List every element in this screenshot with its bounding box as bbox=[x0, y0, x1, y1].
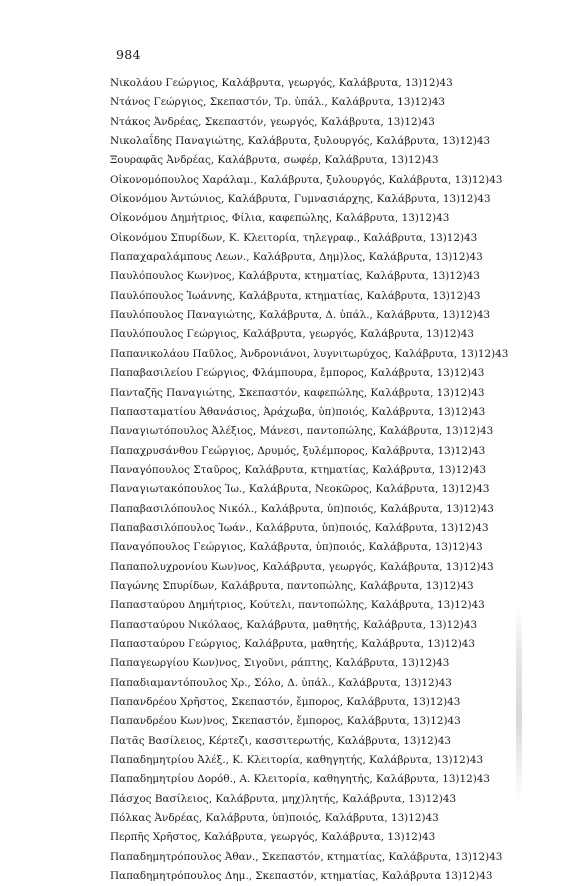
list-item: Παπαβασιλόπουλος Ἰωάν., Καλάβρυτα, ὑπ)ποιός, Καλάβρυτα, 13)12)43 bbox=[110, 521, 489, 534]
list-item: Παναγόπουλος Γεώργιος, Καλάβρυτα, ὑπ)ποιός, Καλάβρυτα, 13)12)43 bbox=[110, 541, 483, 554]
list-item: Παναγιωτόπουλος Ἀλέξιος, Μάνεσι, παντοπώλης, Καλάβρυτα, 13)12)43 bbox=[110, 425, 494, 438]
list-item: Παπασταύρου Νικόλαος, Καλάβρυτα, μαθητής, Καλάβρυτα, 13)12)43 bbox=[110, 618, 478, 631]
list-item: Παπαβασιλόπουλος Νικόλ., Καλάβρυτα, ὑπ)ποιός, Καλάβρυτα, 13)12)43 bbox=[110, 502, 494, 515]
list-item: Παπανικολάου Παῦλος, Ἀνδρονιάνοι, λυγνιτωρύχος, Καλάβρυτα, 13)12)43 bbox=[110, 347, 509, 360]
entry-list bbox=[110, 74, 516, 886]
list-item: Παπαδημητρίου Ἀλέξ., Κ. Κλειτορία, καθηγητής, Καλάβρυτα, 13)12)43 bbox=[110, 754, 484, 767]
list-item: Ντάνος Γεώργιος, Σκεπαστόν, Τρ. ὑπάλ., Καλάβρυτα, 13)12)43 bbox=[110, 96, 446, 109]
list-item: Οἰκονόμου Ἀντώνιος, Καλάβρυτα, Γυμνασιάρχης, Καλάβρυτα, 13)12)43 bbox=[110, 193, 491, 206]
list-item: Ντάκος Ἀνδρέας, Σκεπαστόν, γεωργός, Καλάβρυτα, 13)12)43 bbox=[110, 115, 435, 128]
list-item: Οἰκονόμου Δημήτριος, Φίλια, καφεπώλης, Καλάβρυτα, 13)12)43 bbox=[110, 212, 450, 225]
list-item: Παπαχαραλάμπους Λεων., Καλάβρυτα, Δημ)λος, Καλάβρυτα, 13)12)43 bbox=[110, 251, 483, 264]
list-item: Παυλόπουλος Ἰωάννης, Καλάβρυτα, κτηματίας, Καλάβρυτα, 13)12)43 bbox=[110, 289, 481, 302]
list-item: Παπαδημητρόπουλος Δημ., Σκεπαστόν, κτηματίας, Καλάβρυτα 13)12)43 bbox=[110, 870, 493, 883]
list-item: Ξουραφᾶς Ἀνδρέας, Καλάβρυτα, σωφέρ, Καλάβρυτα, 13)12)43 bbox=[110, 154, 439, 167]
list-item: Παπαδημητρίου Δορόθ., Α. Κλειτορία, καθηγητής, Καλάβρυτα, 13)12)43 bbox=[110, 773, 490, 786]
list-item: Παυλόπουλος Παναγιώτης, Καλάβρυτα, Δ. ὑπάλ., Καλάβρυτα, 13)12)43 bbox=[110, 309, 491, 322]
list-item: Παπασταύρου Δημήτριος, Κούτελι, παντοπώλης, Καλάβρυτα, 13)12)43 bbox=[110, 599, 485, 612]
list-item: Παπαπολυχρονίου Κων)νος, Καλάβρυτα, γεωργός, Καλάβρυτα, 13)12)43 bbox=[110, 560, 494, 573]
list-item: Παναγιωτακόπουλος Ἰω., Καλάβρυτα, Νεοκῶρος, Καλάβρυτα, 13)12)43 bbox=[110, 483, 490, 496]
list-item: Πάσχος Βασίλειος, Καλάβρυτα, μηχ)λητής, Καλάβρυτα, 13)12)43 bbox=[110, 792, 457, 805]
list-item: Παπαδιαμαντόπουλος Χρ., Σόλο, Δ. ὑπάλ., Καλάβρυτα, 13)12)43 bbox=[110, 676, 452, 689]
list-item: Παυλόπουλος Κων)νος, Καλάβρυτα, κτηματίας, Καλάβρυτα, 13)12)43 bbox=[110, 270, 480, 283]
scan-edge-shadow bbox=[516, 0, 522, 800]
list-item: Παπανδρέου Χρῆστος, Σκεπαστόν, ἔμπορος, Καλάβρυτα, 13)12)43 bbox=[110, 696, 461, 708]
list-item: Πατᾶς Βασίλειος, Κέρτεζι, κασσιτερωτής, Καλάβρυτα, 13)12)43 bbox=[110, 734, 452, 747]
list-item: Παγώνης Σπυρίδων, Καλάβρυτα, παντοπώλης, Καλάβρυτα, 13)12)43 bbox=[110, 579, 474, 592]
page-number: 984 bbox=[116, 47, 141, 62]
list-item: Οἰκονόμου Σπυρίδων, Κ. Κλειτορία, τηλεγραφ., Καλάβρυτα, 13)12)43 bbox=[110, 231, 478, 244]
list-item: Παπαβασιλείου Γεώργιος, Φλάμπουρα, ἔμπορος, Καλάβρυτα, 13)12)43 bbox=[110, 367, 485, 380]
list-item: Παπαχρυσάνθου Γεώργιος, Δρυμός, ξυλέμπορος, Καλάβρυτα, 13)12)43 bbox=[110, 444, 486, 457]
list-item: Περπῆς Χρῆστος, Καλάβρυτα, γεωργός, Καλάβρυτα, 13)12)43 bbox=[110, 831, 436, 844]
list-item: Νικολαΐδης Παναγιώτης, Καλάβρυτα, ξυλουργός, Καλάβρυτα, 13)12)43 bbox=[110, 135, 491, 148]
list-item: Πόλκας Ἀνδρέας, Καλάβρυτα, ὑπ)ποιός, Καλάβρυτα, 13)12)43 bbox=[110, 812, 439, 825]
list-item: Παναγόπουλος Σταῦρος, Καλάβρυτα, κτηματίας, Καλάβρυτα, 13)12)43 bbox=[110, 463, 487, 476]
list-item: Παπασταύρου Γεώργιος, Καλάβρυτα, μαθητής, Καλάβρυτα, 13)12)43 bbox=[110, 637, 476, 650]
list-item: Παπασταματίου Ἀθανάσιος, Ἀράχωβα, ὑπ)ποιός, Καλάβρυτα, 13)12)43 bbox=[110, 405, 486, 418]
list-item: Παπαδημητρόπουλος Ἀθαν., Σκεπαστόν, κτηματίας, Καλάβρυτα, 13)12)43 bbox=[110, 850, 503, 863]
list-item: Οἰκονομόπουλος Χαράλαμ., Καλάβρυτα, ξυλουργός, Καλάβρυτα, 13)12)43 bbox=[110, 173, 503, 186]
list-item: Παυλόπουλος Γεώργιος, Καλάβρυτα, γεωργός, Καλάβρυτα, 13)12)43 bbox=[110, 328, 474, 341]
list-item: Πανταζῆς Παναγιώτης, Σκεπαστόν, καφεπώλης, Καλάβρυτα, 13)12)43 bbox=[110, 386, 485, 399]
list-item: Νικολάου Γεώργιος, Καλάβρυτα, γεωργός, Καλάβρυτα, 13)12)43 bbox=[110, 77, 453, 89]
list-item: Παπανδρέου Κων)νος, Σκεπαστόν, ἔμπορος, Καλάβρυτα, 13)12)43 bbox=[110, 715, 461, 728]
list-item: Παπαγεωργίου Κων)νος, Σιγοῦνι, ράπτης, Καλάβρυτα, 13)12)43 bbox=[110, 657, 450, 670]
